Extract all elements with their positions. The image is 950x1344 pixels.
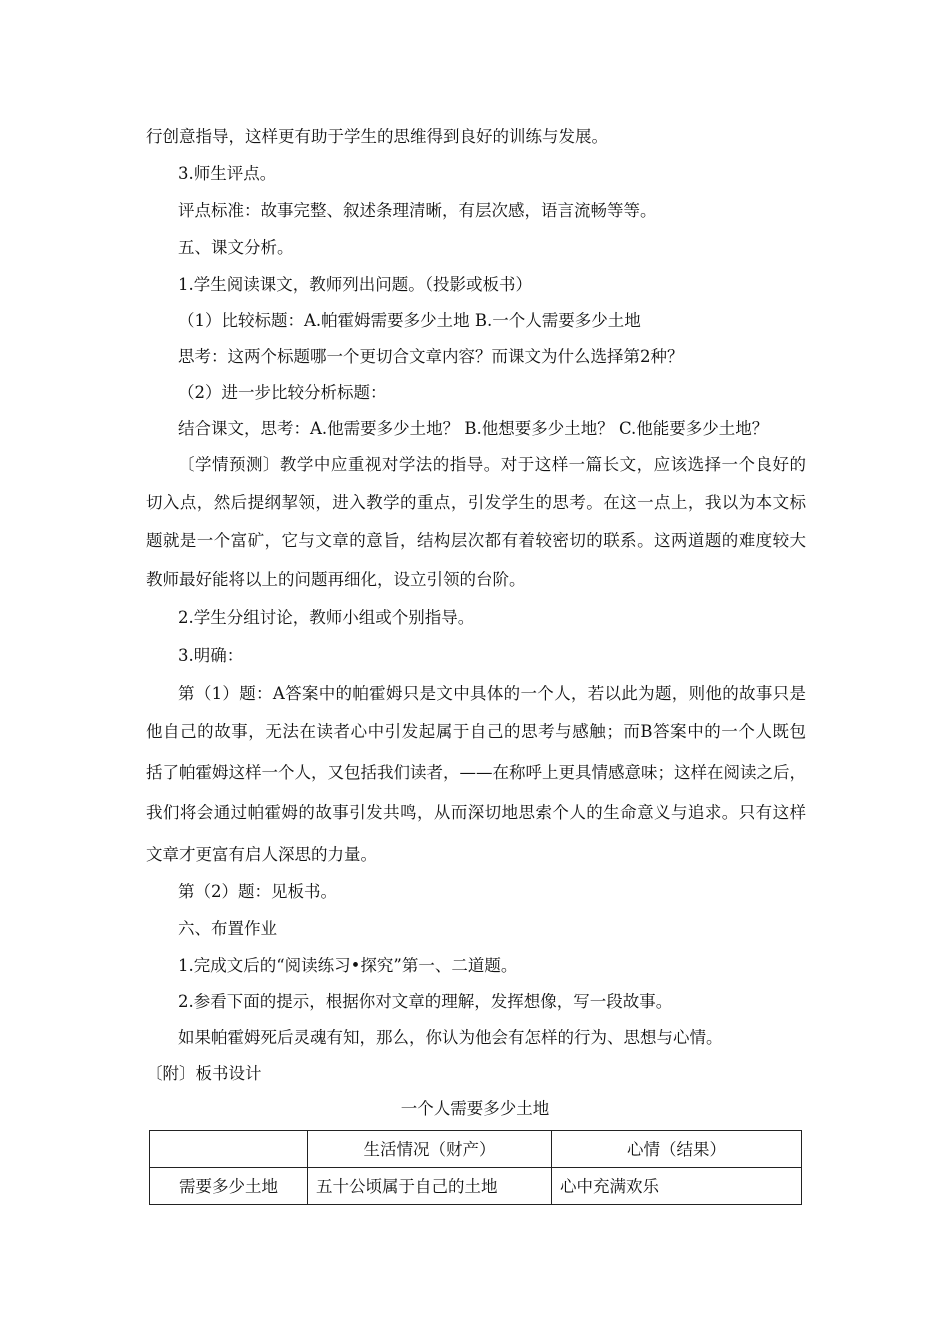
board-design-table: [149, 1130, 802, 1205]
table-header-row: [150, 1131, 802, 1168]
paragraph-line: 文章才更富有启人深思的力量。: [146, 845, 377, 864]
paragraph-line: 我们将会通过帕霍姆的故事引发共鸣，从而深切地思索个人的生命意义与追求。只有这样: [146, 803, 806, 822]
section-heading: 六、布置作业: [178, 919, 277, 938]
paragraph-line: 结合课文，思考：A.他需要多少土地？ B.他想要多少土地？ C.他能要多少土地？: [178, 419, 769, 438]
paragraph-line: 2.学生分组讨论，教师小组或个别指导。: [178, 608, 475, 627]
paragraph-line: 3.明确：: [178, 646, 244, 665]
table-cell: 五十公顷属于自己的土地: [308, 1168, 552, 1205]
table-cell: 需要多少土地: [150, 1168, 308, 1205]
paragraph-line: 〔学情预测〕教学中应重视对学法的指导。对于这样一篇长文，应该选择一个良好的: [178, 455, 806, 474]
paragraph-line: 题就是一个富矿，它与文章的意旨，结构层次都有着较密切的联系。这两道题的难度较大: [146, 531, 806, 550]
table-row: [150, 1168, 802, 1205]
section-heading: 五、课文分析。: [178, 238, 294, 257]
paragraph-line: 教师最好能将以上的问题再细化，设立引领的台阶。: [146, 570, 526, 589]
table-cell: 心中充满欢乐: [552, 1168, 802, 1205]
paragraph-line: 〔附〕板书设计: [146, 1064, 262, 1083]
paragraph-line: 第（1）题：A答案中的帕霍姆只是文中具体的一个人，若以此为题，则他的故事只是: [178, 684, 806, 703]
paragraph-line: （2）进一步比较分析标题：: [178, 383, 387, 402]
paragraph-line: 思考：这两个标题哪一个更切合文章内容？而课文为什么选择第2种？: [178, 347, 684, 366]
paragraph-line: 1.学生阅读课文，教师列出问题。（投影或板书）: [178, 275, 532, 294]
paragraph-line: 行创意指导，这样更有助于学生的思维得到良好的训练与发展。: [146, 127, 608, 146]
board-title: 一个人需要多少土地: [400, 1099, 550, 1118]
paragraph-line: 3.师生评点。: [178, 164, 277, 183]
table-header-cell: 生活情况（财产）: [308, 1131, 552, 1168]
paragraph-line: 2.参看下面的提示，根据你对文章的理解，发挥想像，写一段故事。: [178, 992, 673, 1011]
paragraph-line: 评点标准：故事完整、叙述条理清晰，有层次感，语言流畅等等。: [178, 201, 657, 220]
paragraph-line: 括了帕霍姆这样一个人，又包括我们读者，——在称呼上更具情感意味；这样在阅读之后，: [146, 763, 806, 782]
paragraph-line: 他自己的故事，无法在读者心中引发起属于自己的思考与感触；而B答案中的一个人既包: [146, 722, 806, 741]
paragraph-line: 第（2）题：见板书。: [178, 882, 337, 901]
paragraph-line: 如果帕霍姆死后灵魂有知，那么，你认为他会有怎样的行为、思想与心情。: [178, 1028, 723, 1047]
paragraph-line: 切入点，然后提纲挈领，进入教学的重点，引发学生的思考。在这一点上，我以为本文标: [146, 493, 806, 512]
paragraph-line: 1.完成文后的“阅读练习•探究”第一、二道题。: [178, 956, 518, 975]
table-header-cell: [150, 1131, 308, 1168]
paragraph-line: （1）比较标题：A.帕霍姆需要多少土地 B.一个人需要多少土地: [178, 311, 641, 330]
table-header-cell: 心情（结果）: [552, 1131, 802, 1168]
